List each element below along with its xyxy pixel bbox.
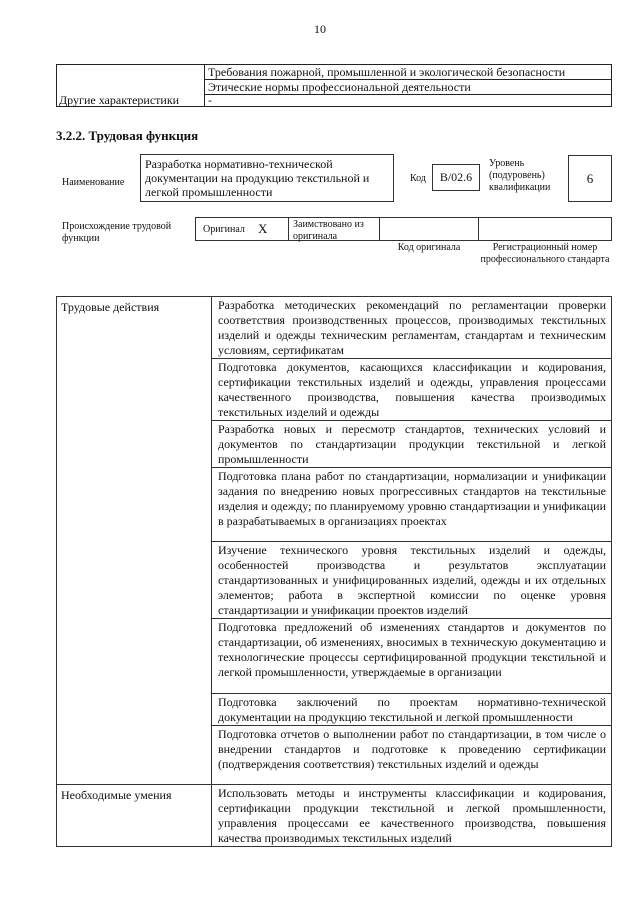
code-value: B/02.6 (432, 164, 480, 191)
level-value: 6 (568, 155, 612, 202)
page-number: 10 (314, 22, 326, 36)
ethics-text: Этические нормы профессиональной деятельности (208, 80, 471, 94)
skills-label: Необходимые умения (57, 785, 212, 847)
labor-action-item: Разработка методических рекомендаций по регламентации проверки соответствия производственных процессов, производимых текстильных изделий и одежды техническим регламентам, стандартам и техническим условиям, сертификатам (212, 297, 612, 359)
function-details-table (56, 296, 612, 847)
safety-requirements-text: Требования пожарной, промышленной и экологической безопасности (208, 65, 566, 79)
name-label: Наименование (62, 177, 125, 188)
function-name-box: Разработка нормативно-технической документации на продукцию текстильной и легкой промышленности (140, 154, 394, 202)
labor-action-item: Изучение технического уровня текстильных изделий и одежды, особенностей производства и результатов эксплуатации стандартизованных и унифицированных изделий, одежды и их отдельных элементов; работа в экспертной комиссии по оценке уровня стандартизации и унификации проектов изделий (212, 542, 612, 619)
labor-action-item: Подготовка документов, касающихся классификации и кодирования, сертификации текстильных изделий и одежды, управления процессами качественного производства, повышения качества производимых текстильных изделий и одежды (212, 359, 612, 421)
other-characteristics-label: Другие характеристики (59, 93, 180, 107)
code-label: Код (410, 173, 426, 184)
reg-number-caption: Регистрационный номер профессионального стандарта (480, 242, 610, 265)
level-label: Уровень (подуровень) квалификации (489, 158, 551, 193)
original-code-box (379, 217, 479, 241)
other-characteristics-value: - (208, 93, 212, 107)
skill-item: Использовать методы и инструменты классификации и кодирования, сертификации продукции текстильной и легкой промышленности, управления процессами ее качественного производства, повышения качества производимых текстильных изделий (212, 785, 612, 847)
labor-action-item: Подготовка отчетов о выполнении работ по стандартизации, в том числе о внедрении стандартов и подготовке к проведению сертификации (подтверждения соответствия) текстильных изделий и одежды (212, 726, 612, 785)
original-code-caption: Код оригинала (397, 242, 461, 253)
section-title: 3.2.2. Трудовая функция (56, 128, 199, 143)
original-label: Оригинал (203, 224, 245, 235)
origin-label: Происхождение трудовой функции (62, 221, 172, 244)
labor-actions-label: Трудовые действия (57, 297, 212, 785)
labor-action-item: Подготовка заключений по проектам нормативно-технической документации на продукцию текстильной и легкой промышленности (212, 694, 612, 726)
borrowed-label: Заимствовано из оригинала (288, 217, 380, 241)
table-row (57, 785, 612, 847)
reg-number-box (478, 217, 612, 241)
original-mark: X (258, 221, 268, 236)
top-characteristics-table (56, 64, 612, 107)
labor-action-item: Подготовка плана работ по стандартизации, нормализации и унификации задания по внедрению новых прогрессивных стандартов на текстильные изделия и одежду; по планируемому уровню стандартизации и унификации в разрабатываемых в организациях проектах (212, 468, 612, 542)
labor-action-item: Подготовка предложений об изменениях стандартов и документов по стандартизации, об изменениях, вносимых в техническую документацию и технологические процессы сертифицированной продукции текстильной и легкой промышленности, утверждаемые в организации (212, 619, 612, 694)
labor-action-item: Разработка новых и пересмотр стандартов, технических условий и документов по стандартизации продукции текстильной и легкой промышленности (212, 421, 612, 468)
original-cell (195, 217, 289, 241)
table-row (57, 297, 612, 359)
